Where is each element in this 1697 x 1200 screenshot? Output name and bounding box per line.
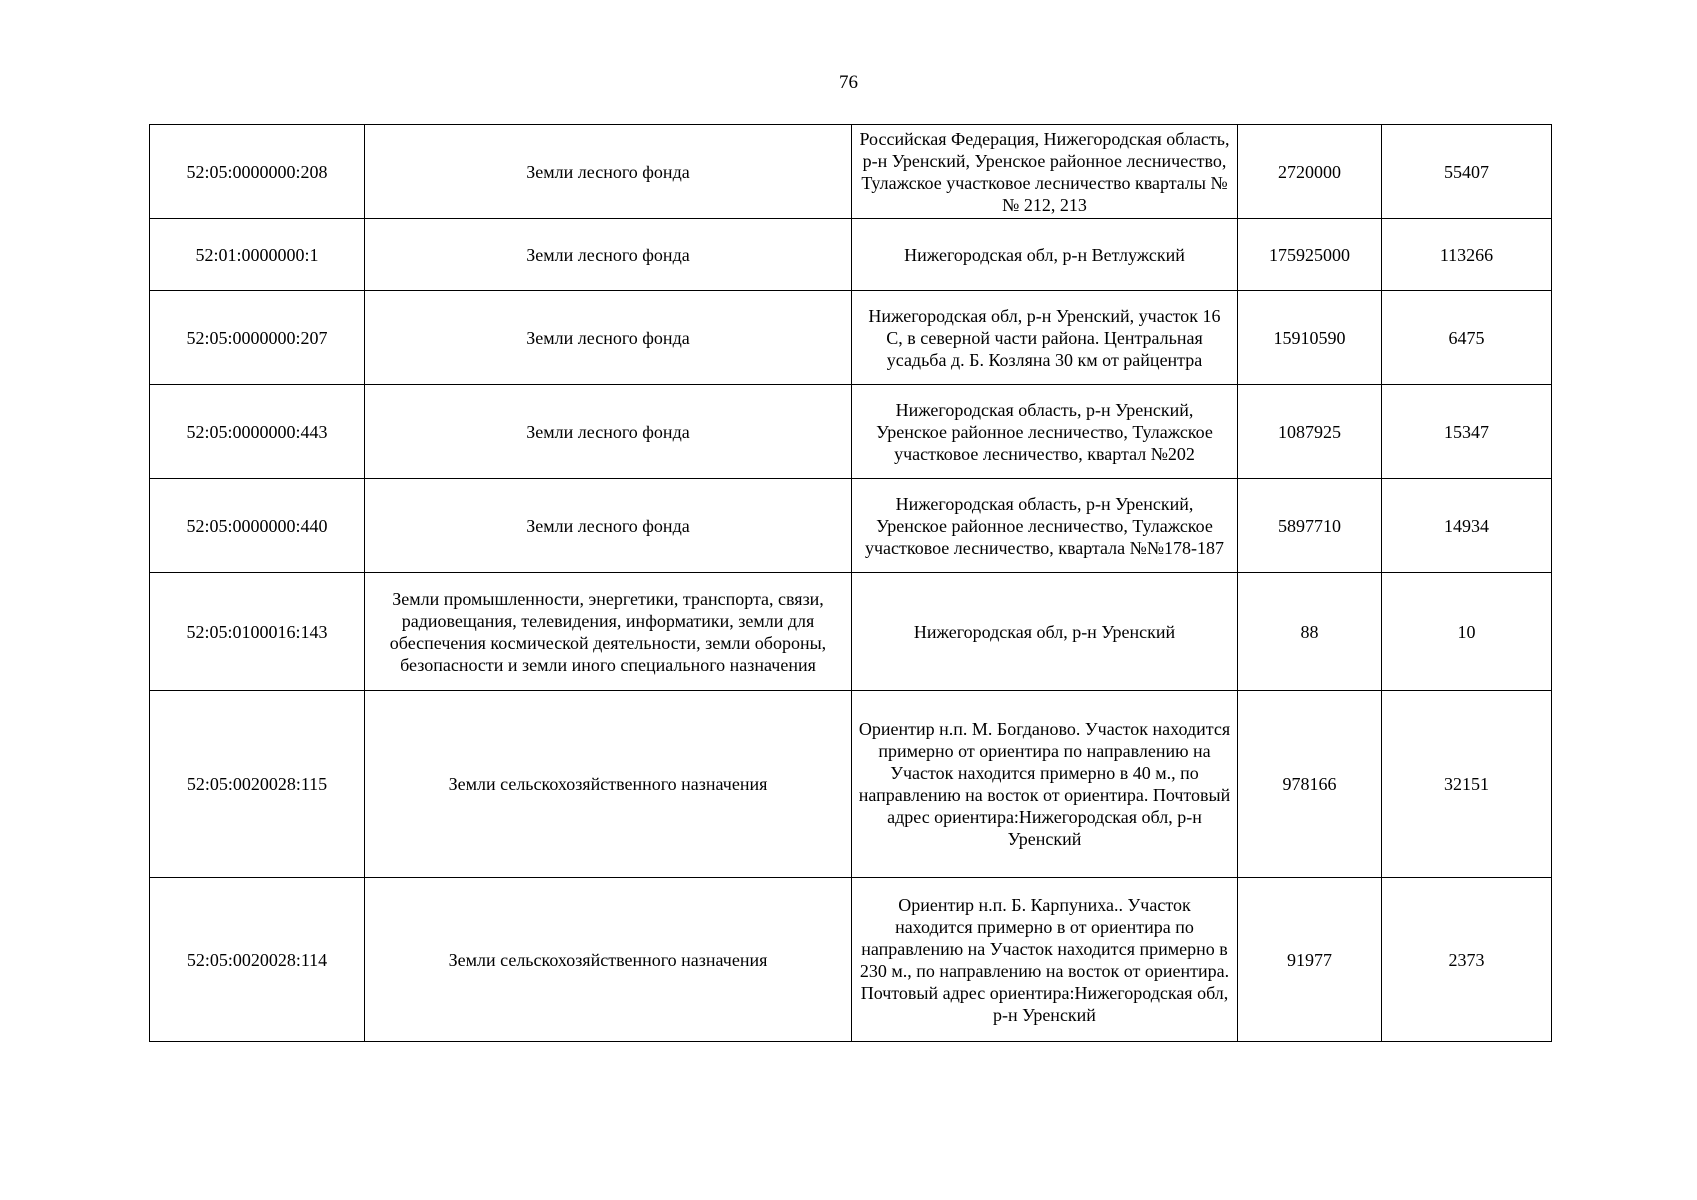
- land-category-cell: Земли лесного фонда: [365, 479, 852, 573]
- table-row: [150, 125, 1552, 219]
- address-cell: Нижегородская обл, р-н Ветлужский: [852, 219, 1238, 291]
- value-cell: 2373: [1382, 878, 1552, 1042]
- area-cell: 978166: [1238, 691, 1382, 878]
- cadastral-number-cell: 52:05:0020028:115: [150, 691, 365, 878]
- cadastral-number-cell: 52:05:0000000:208: [150, 125, 365, 219]
- value-cell: 10: [1382, 573, 1552, 691]
- table-row: [150, 691, 1552, 878]
- land-category-cell: Земли лесного фонда: [365, 219, 852, 291]
- area-cell: 91977: [1238, 878, 1382, 1042]
- area-cell: 2720000: [1238, 125, 1382, 219]
- table-row: [150, 291, 1552, 385]
- value-cell: 113266: [1382, 219, 1552, 291]
- cadastral-number-cell: 52:01:0000000:1: [150, 219, 365, 291]
- area-cell: 175925000: [1238, 219, 1382, 291]
- cadastral-number-cell: 52:05:0000000:440: [150, 479, 365, 573]
- value-cell: 15347: [1382, 385, 1552, 479]
- address-cell: Нижегородская обл, р-н Уренский, участок 16 С, в северной части района. Центральная усадьба д. Б. Козляна 30 км от райцентра: [852, 291, 1238, 385]
- value-cell: 32151: [1382, 691, 1552, 878]
- value-cell: 55407: [1382, 125, 1552, 219]
- table-row: [150, 219, 1552, 291]
- cadastral-number-cell: 52:05:0100016:143: [150, 573, 365, 691]
- table-row: [150, 385, 1552, 479]
- address-cell: Ориентир н.п. Б. Карпуниха.. Участок находится примерно в от ориентира по направлению на Участок находится примерно в 230 м., по направлению на восток от ориентира. Почтовый адрес ориентира:Нижегородская обл, р-н Уренский: [852, 878, 1238, 1042]
- address-cell: Нижегородская обл, р-н Уренский: [852, 573, 1238, 691]
- table-row: [150, 878, 1552, 1042]
- area-cell: 15910590: [1238, 291, 1382, 385]
- area-cell: 1087925: [1238, 385, 1382, 479]
- land-category-cell: Земли промышленности, энергетики, транспорта, связи, радиовещания, телевидения, информатики, земли для обеспечения космической деятельности, земли обороны, безопасности и земли иного специального назначения: [365, 573, 852, 691]
- table-row: [150, 573, 1552, 691]
- land-category-cell: Земли лесного фонда: [365, 385, 852, 479]
- cadastral-number-cell: 52:05:0000000:207: [150, 291, 365, 385]
- cadastral-number-cell: 52:05:0020028:114: [150, 878, 365, 1042]
- value-cell: 14934: [1382, 479, 1552, 573]
- area-cell: 5897710: [1238, 479, 1382, 573]
- address-cell: Нижегородская область, р-н Уренский, Уренское районное лесничество, Тулажское участковое лесничество, квартала №№178-187: [852, 479, 1238, 573]
- land-category-cell: Земли лесного фонда: [365, 291, 852, 385]
- table-row: [150, 479, 1552, 573]
- land-parcels-table: [149, 124, 1552, 1042]
- value-cell: 6475: [1382, 291, 1552, 385]
- land-category-cell: Земли сельскохозяйственного назначения: [365, 878, 852, 1042]
- address-cell: Ориентир н.п. М. Богданово. Участок находится примерно от ориентира по направлению на Участок находится примерно в 40 м., по направлению на восток от ориентира. Почтовый адрес ориентира:Нижегородская обл, р-н Уренский: [852, 691, 1238, 878]
- address-cell: Нижегородская область, р-н Уренский, Уренское районное лесничество, Тулажское участковое лесничество, квартал №202: [852, 385, 1238, 479]
- land-category-cell: Земли сельскохозяйственного назначения: [365, 691, 852, 878]
- cadastral-number-cell: 52:05:0000000:443: [150, 385, 365, 479]
- area-cell: 88: [1238, 573, 1382, 691]
- address-cell: Российская Федерация, Нижегородская область, р-н Уренский, Уренское районное лесничество, Тулажское участковое лесничество кварталы №№ 212, 213: [852, 125, 1238, 219]
- page-number: 76: [839, 72, 858, 93]
- land-category-cell: Земли лесного фонда: [365, 125, 852, 219]
